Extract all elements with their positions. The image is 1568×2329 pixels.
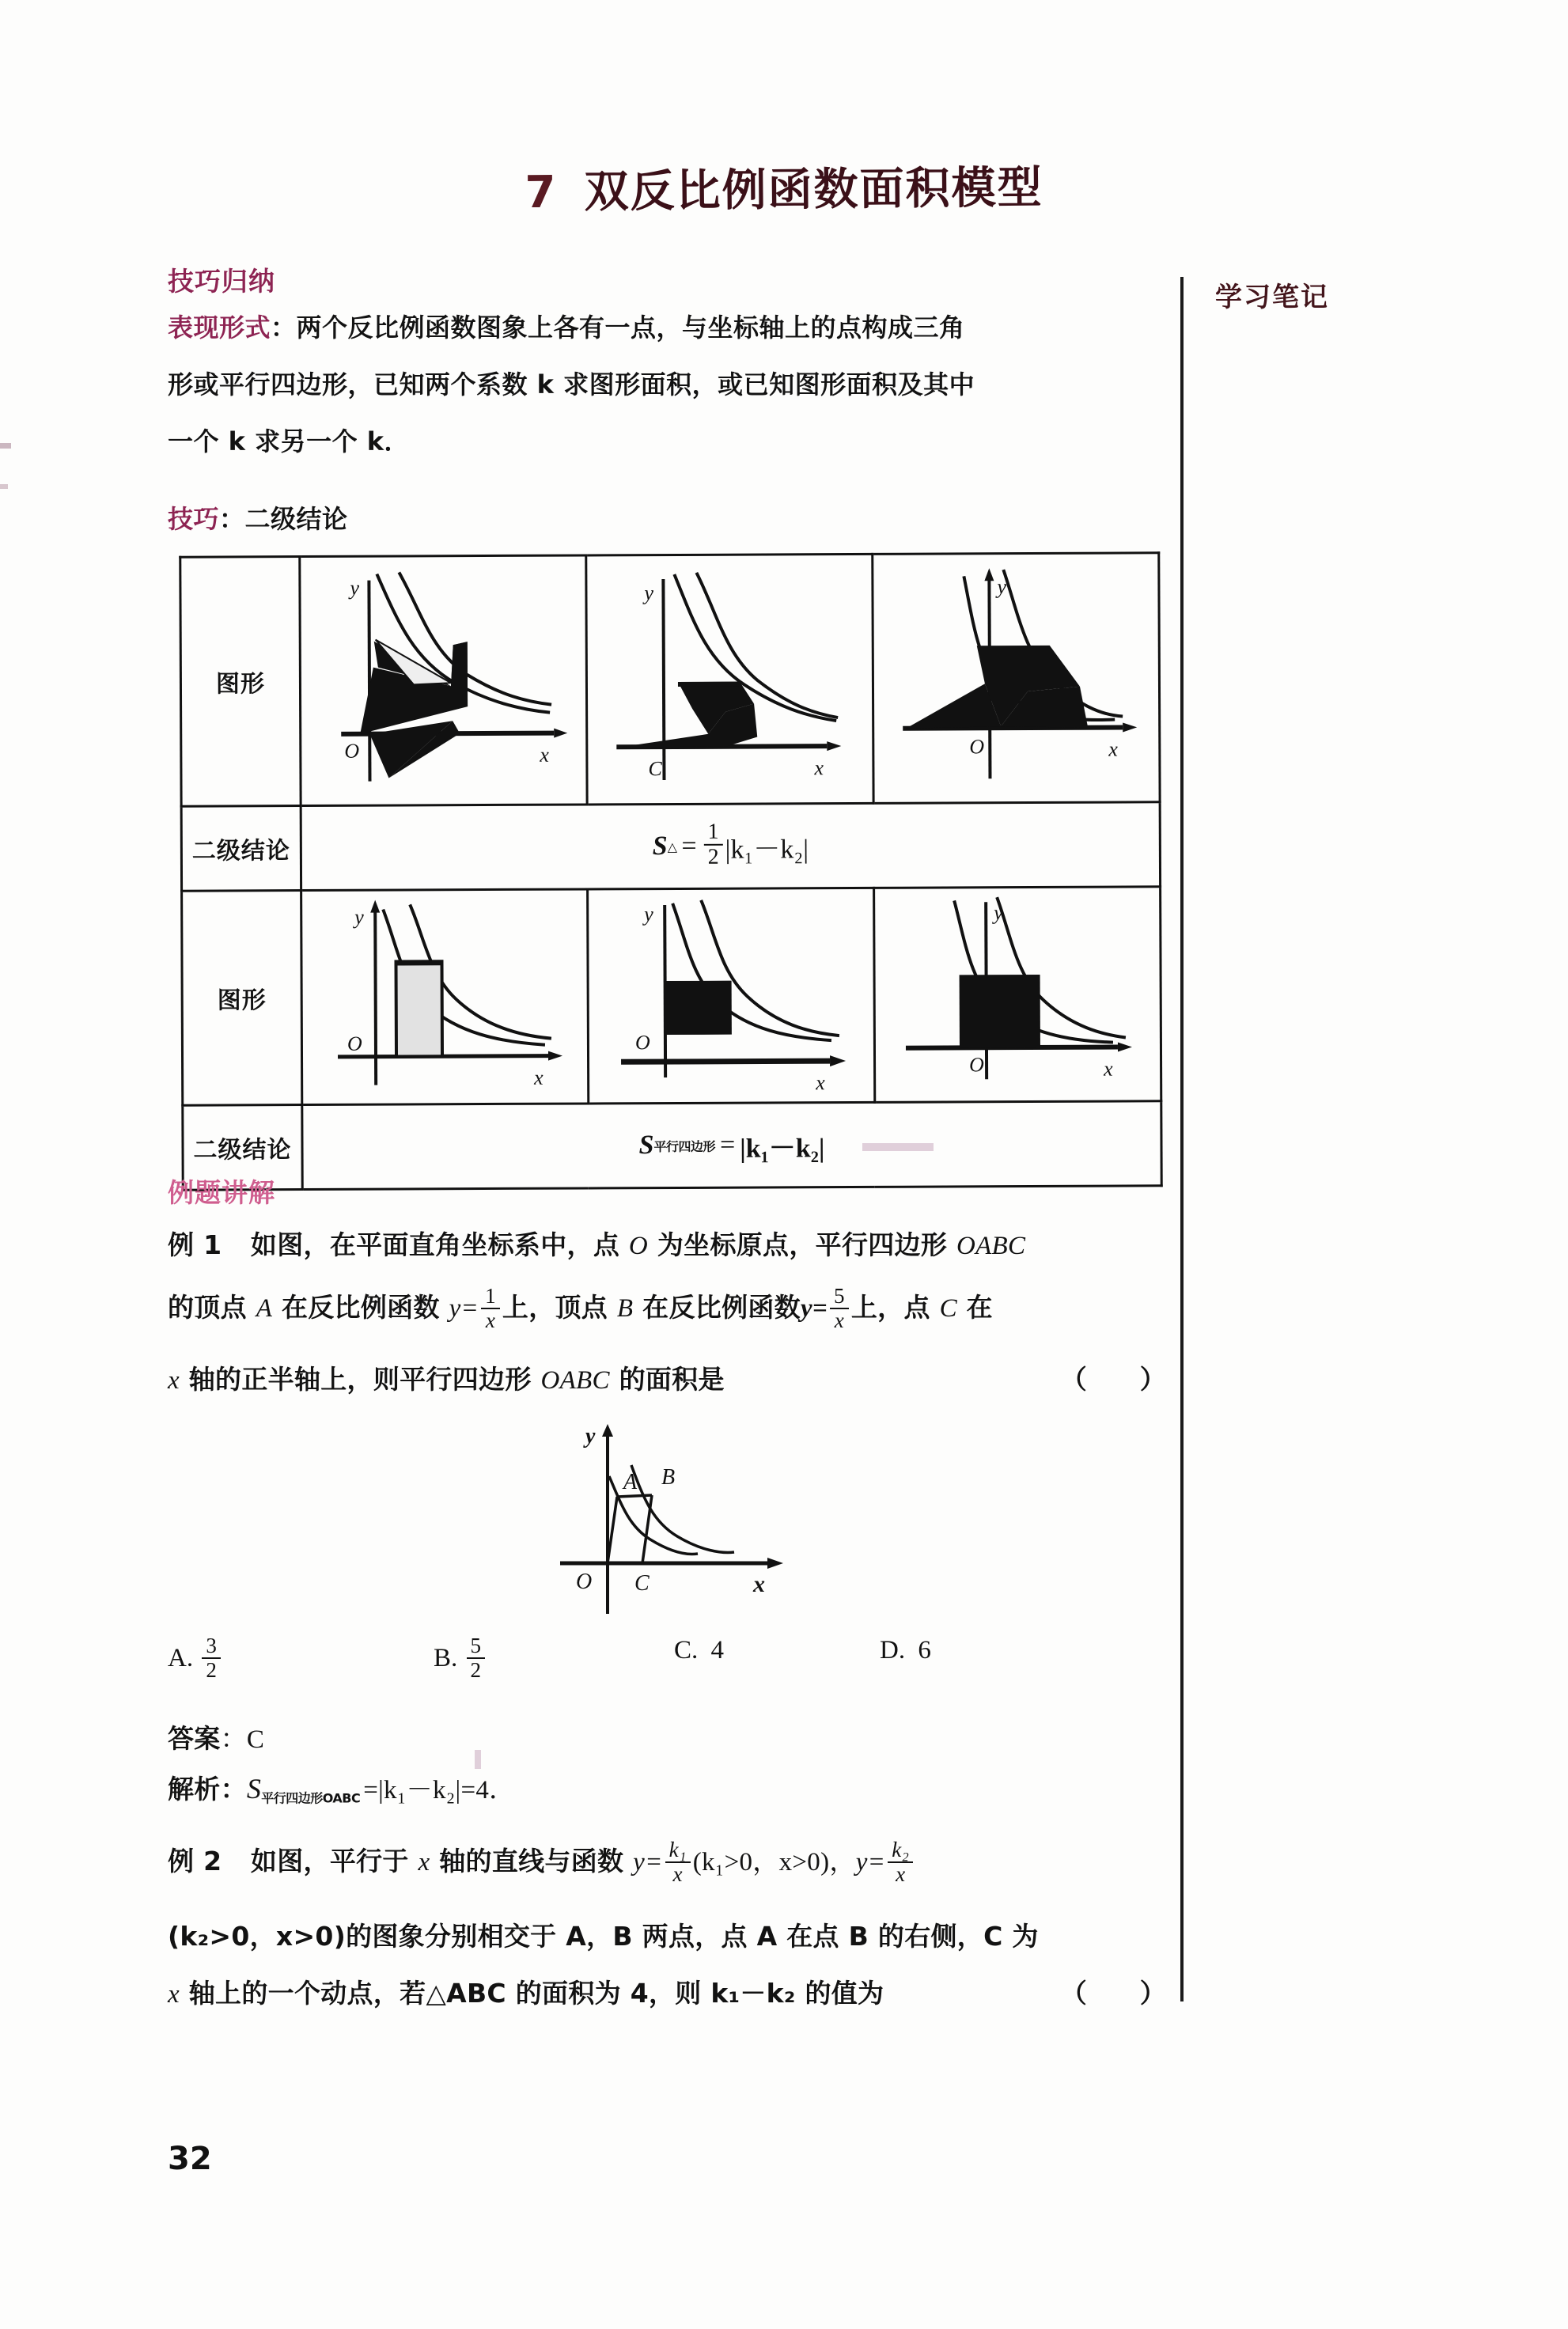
svg-text:O: O bbox=[344, 739, 360, 763]
example1-line3-OABC: OABC bbox=[540, 1366, 610, 1395]
formula-sub-2: 平行四边形 bbox=[653, 1138, 716, 1154]
margin-divider bbox=[1180, 277, 1184, 2001]
example1-line-1 bbox=[168, 1225, 1166, 1262]
parallelogram-model-figure-2 bbox=[600, 893, 862, 1098]
example2-x-axis: x bbox=[418, 1847, 430, 1876]
option-D-value: 6 bbox=[918, 1636, 931, 1664]
triangle-model-figure-1 bbox=[312, 566, 574, 796]
formula-parallelogram bbox=[638, 1126, 824, 1165]
trick-label: 技巧 bbox=[168, 504, 220, 534]
frac-den-1: 2 bbox=[704, 844, 723, 869]
example2-label: 例 2 bbox=[168, 1845, 222, 1876]
example1-frac-1 bbox=[481, 1285, 500, 1332]
example1-line3-x: x bbox=[168, 1366, 180, 1395]
svg-text:C: C bbox=[634, 1571, 650, 1596]
example1-line-3 bbox=[168, 1359, 1166, 1396]
formula-frac-1 bbox=[704, 820, 723, 869]
option-A-den: 2 bbox=[202, 1657, 221, 1682]
option-B-den: 2 bbox=[467, 1657, 486, 1682]
solution-subscript: 平行四边形OABC bbox=[261, 1790, 361, 1806]
example1-answer-bracket: （ ） bbox=[1060, 1364, 1166, 1395]
example1-line3-c: 的面积是 bbox=[609, 1364, 725, 1395]
formula-eq-2: = bbox=[719, 1130, 736, 1160]
example1-line2-a: 的顶点 bbox=[168, 1291, 256, 1323]
conclusion-triangle-cell bbox=[301, 802, 1160, 891]
example2-frac2-den: x bbox=[888, 1861, 913, 1886]
example1-line3-b: 轴的正半轴上，则平行四边形 bbox=[179, 1364, 541, 1395]
figure-cell-4 bbox=[301, 889, 589, 1105]
example1-line2-c: 上，顶点 bbox=[502, 1291, 617, 1323]
parallelogram-model-figure-3 bbox=[887, 892, 1149, 1096]
figure-cell-6 bbox=[874, 887, 1161, 1103]
svg-text:x: x bbox=[1108, 737, 1119, 761]
option-D[interactable] bbox=[880, 1636, 931, 1665]
example1-label: 例 1 bbox=[168, 1229, 222, 1260]
option-C-value: 4 bbox=[710, 1636, 725, 1664]
svg-text:O: O bbox=[635, 1031, 651, 1055]
svg-text:x: x bbox=[814, 756, 824, 780]
svg-text:x: x bbox=[816, 1071, 826, 1095]
svg-text:x: x bbox=[1104, 1057, 1114, 1081]
svg-text:y: y bbox=[354, 905, 365, 929]
trick-line bbox=[168, 506, 1166, 533]
svg-text:O: O bbox=[969, 735, 985, 759]
option-B-key: B. bbox=[434, 1643, 458, 1672]
option-A[interactable] bbox=[168, 1636, 223, 1683]
edge-artifact bbox=[0, 443, 11, 449]
svg-text:x: x bbox=[540, 743, 550, 767]
figure-cell-2 bbox=[586, 554, 873, 805]
example1-point-A: A bbox=[256, 1293, 273, 1323]
example2-line3-x: x bbox=[168, 1980, 180, 2009]
formula-abs-1: |k₁－k₂| bbox=[725, 834, 809, 865]
example2-line1-a: 如图，平行于 bbox=[250, 1845, 419, 1876]
example1-y1: y= bbox=[449, 1293, 479, 1323]
example2-frac2-num: k₂ bbox=[892, 1838, 910, 1861]
example1-solution-line bbox=[168, 1769, 1166, 1807]
svg-text:y: y bbox=[997, 575, 1007, 599]
section-heading-skills: 技巧归纳 bbox=[168, 266, 275, 297]
chapter-title-text: 双反比例函数面积模型 bbox=[584, 161, 1043, 218]
example2-line3-b: 轴上的一个动点，若△ABC 的面积为 4，则 k₁－k₂ 的值为 bbox=[179, 1978, 884, 2009]
trick-rest: ：二级结论 bbox=[219, 504, 348, 534]
table-row-conclusion-1 bbox=[181, 802, 1160, 891]
example1-line2-b: 在反比例函数 bbox=[272, 1291, 449, 1323]
example2-y2: y= bbox=[855, 1847, 886, 1876]
example2-cond-1: (k₁>0，x>0)， bbox=[692, 1847, 856, 1876]
formula-triangle bbox=[653, 821, 809, 871]
svg-text:O: O bbox=[576, 1570, 593, 1594]
example1-frac1-den: x bbox=[481, 1308, 500, 1332]
triangle-model-figure-3 bbox=[885, 562, 1147, 793]
example2-frac-1 bbox=[665, 1839, 691, 1886]
example2-frac1-num: k₁ bbox=[668, 1838, 687, 1861]
option-C-key: C. bbox=[674, 1636, 699, 1664]
solution-body: =|k₁－k₂|=4． bbox=[363, 1776, 516, 1805]
svg-text:x: x bbox=[753, 1571, 765, 1597]
option-A-num: 3 bbox=[206, 1634, 217, 1657]
option-D-key: D. bbox=[880, 1636, 906, 1664]
row-label-figure-2: 图形 bbox=[182, 891, 302, 1106]
edge-artifact-2 bbox=[0, 484, 8, 489]
option-A-key: A. bbox=[168, 1643, 194, 1672]
scan-artifact-2 bbox=[475, 1750, 481, 1769]
triangle-model-figure-2 bbox=[599, 564, 861, 794]
solution-prefix: ： bbox=[220, 1774, 247, 1805]
example2-y1: y= bbox=[633, 1847, 663, 1876]
formula-abs-2: |k₁－k₂| bbox=[740, 1133, 825, 1164]
answer-label: 答案 bbox=[168, 1723, 221, 1754]
example1-line2-d: 在反比例函数 bbox=[633, 1291, 801, 1323]
margin-note-label: 学习笔记 bbox=[1215, 282, 1329, 313]
example1-line-2 bbox=[168, 1286, 1166, 1334]
example1-point-B: B bbox=[616, 1293, 634, 1323]
form-line-1-text: ：两个反比例函数图象上各有一点，与坐标轴上的点构成三角 bbox=[271, 312, 965, 343]
chapter-number: 7 bbox=[525, 166, 558, 219]
example1-figure bbox=[546, 1424, 862, 1665]
row-label-conclusion-2: 二级结论 bbox=[183, 1105, 302, 1191]
example1-point-O: O bbox=[628, 1232, 649, 1260]
form-line-1 bbox=[168, 312, 1166, 343]
example2-line1-b: 轴的直线与函数 bbox=[430, 1845, 634, 1876]
formula-S-1: S bbox=[652, 831, 668, 862]
row-label-figure-1: 图形 bbox=[180, 557, 301, 807]
example2-line-3 bbox=[168, 1973, 1166, 2010]
parallelogram-model-figure-1 bbox=[314, 895, 576, 1100]
scan-artifact-1 bbox=[862, 1143, 934, 1151]
example1-y2: y= bbox=[800, 1293, 828, 1323]
example1-line1-b: 为坐标原点，平行四边形 bbox=[648, 1229, 956, 1260]
svg-text:A: A bbox=[623, 1470, 638, 1494]
page-number: 32 bbox=[168, 2141, 212, 2177]
example1-line2-e: 上，点 bbox=[850, 1291, 940, 1323]
table-row-figures-1 bbox=[180, 553, 1160, 806]
svg-text:y: y bbox=[644, 581, 654, 605]
option-B[interactable] bbox=[434, 1636, 487, 1683]
svg-text:O: O bbox=[969, 1053, 985, 1077]
solution-S: S bbox=[246, 1773, 262, 1805]
figure-cell-5 bbox=[588, 888, 875, 1104]
figure-cell-3 bbox=[873, 553, 1160, 804]
svg-text:B: B bbox=[661, 1465, 676, 1490]
figure-cell-1 bbox=[300, 555, 587, 806]
svg-text:y: y bbox=[644, 903, 654, 926]
example2-frac-2 bbox=[888, 1839, 913, 1886]
example1-line1-a: 如图，在平面直角坐标系中，点 bbox=[250, 1229, 629, 1260]
example2-line-1 bbox=[168, 1840, 1166, 1888]
example2-frac1-den: x bbox=[665, 1861, 691, 1886]
form-label: 表现形式 bbox=[168, 312, 271, 343]
table-row-figures-2 bbox=[182, 887, 1161, 1105]
svg-text:O: O bbox=[347, 1032, 363, 1055]
option-A-frac bbox=[202, 1634, 221, 1682]
example1-figure-svg bbox=[546, 1424, 862, 1661]
example1-point-C: C bbox=[939, 1293, 957, 1323]
example2-answer-bracket: （ ） bbox=[1060, 1978, 1166, 2009]
solution-label: 解析 bbox=[168, 1774, 221, 1805]
svg-text:C: C bbox=[648, 757, 663, 781]
option-B-num: 5 bbox=[470, 1634, 482, 1657]
svg-text:y: y bbox=[994, 901, 1004, 925]
example1-frac-2 bbox=[830, 1285, 849, 1332]
option-C[interactable] bbox=[674, 1636, 724, 1665]
conclusion-table bbox=[179, 551, 1162, 1191]
example1-answer-line bbox=[168, 1718, 1166, 1755]
formula-sub-1: △ bbox=[667, 839, 677, 854]
formula-S-2: S bbox=[638, 1130, 654, 1161]
svg-text:x: x bbox=[534, 1066, 544, 1089]
formula-eq-1: = bbox=[681, 831, 697, 861]
form-line-3: 一个 k 求另一个 k． bbox=[168, 426, 410, 456]
example1-frac2-den: x bbox=[830, 1308, 849, 1332]
example1-line2-f: 在 bbox=[956, 1291, 993, 1323]
answer-value: ：C bbox=[220, 1725, 265, 1754]
frac-num-1: 1 bbox=[707, 819, 719, 844]
example1-frac2-num: 5 bbox=[834, 1284, 845, 1308]
option-B-frac bbox=[467, 1634, 486, 1682]
svg-text:y: y bbox=[585, 1424, 596, 1449]
section-heading-examples: 例题讲解 bbox=[168, 1177, 275, 1208]
example1-frac1-num: 1 bbox=[485, 1284, 496, 1308]
page-title bbox=[0, 147, 1568, 225]
row-label-conclusion-1: 二级结论 bbox=[181, 806, 301, 892]
svg-text:y: y bbox=[350, 576, 360, 600]
form-line-2: 形或平行四边形，已知两个系数 k 求图形面积，或已知图形面积及其中 bbox=[168, 369, 975, 400]
example2-line-2: (k₂>0，x>0)的图象分别相交于 A，B 两点，点 A 在点 B 的右侧，C 为 bbox=[168, 1921, 1039, 1952]
example1-quad-OABC: OABC bbox=[956, 1232, 1026, 1260]
